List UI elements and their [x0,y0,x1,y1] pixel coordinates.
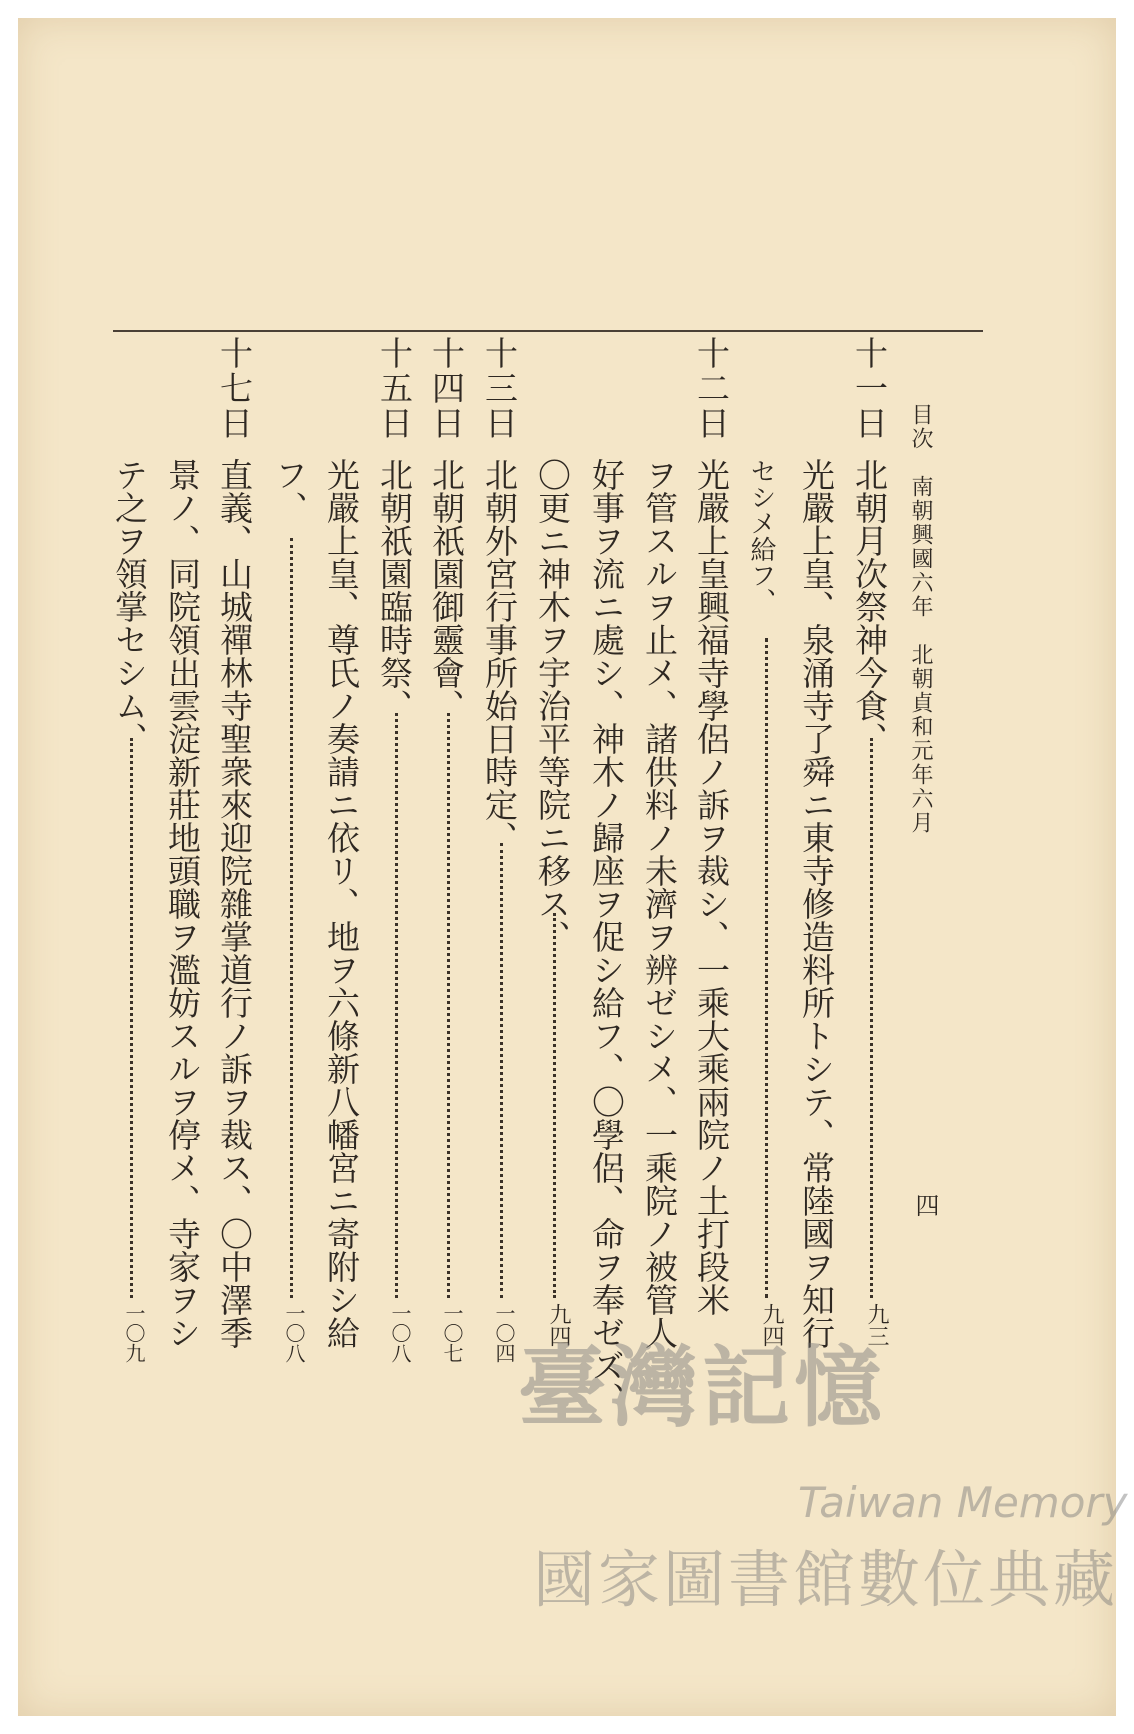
page-ref: 九三 [864,1303,889,1347]
entry-line: ヲ管スルヲ止メ、諸供料ノ未濟ヲ辨ゼシメ、一乘院ノ被管人 [640,458,679,1349]
entry-line: 光嚴上皇、泉涌寺了舜ニ東寺修造料所トシテ、常陸國ヲ知行 [797,458,836,1349]
entry-line: 光嚴上皇興福寺學侶ノ訴ヲ裁シ、一乘大乘兩院ノ土打段米 [692,458,731,1316]
entry-date: 十七日 [215,336,254,441]
entry-date: 十二日 [692,336,731,441]
watermark-title: 臺灣記憶 [518,1336,887,1439]
entry-line: セシメ給フ、 [746,458,776,614]
entry-line: テ之ヲ領掌セシム、 [110,458,149,755]
leader-dots [130,738,133,1298]
leader-dots [765,638,768,1298]
entry-line: 光嚴上皇、尊氏ノ奏請ニ依リ、地ヲ六條新八幡宮ニ寄附シ給 [322,458,361,1349]
page-ref: 九四 [546,1303,571,1347]
watermark-subtitle: Taiwan Memory [798,1478,1128,1527]
page-number: 四 [911,1193,939,1217]
entry-line: 北朝月次祭神今食、 [850,458,889,755]
header-rule [113,330,983,332]
entry-line: フ、 [270,458,309,524]
page-ref: 九四 [759,1303,784,1347]
page-ref: 一〇八 [388,1303,412,1363]
entry-line: 北朝祇園臨時祭、 [375,458,414,722]
entry-date: 十四日 [427,336,466,441]
leader-dots [553,913,556,1298]
entry-line: 景ノ、同院領出雲淀新莊地頭職ヲ濫妨スルヲ停メ、寺家ヲシ [163,458,202,1349]
entry-line: 好事ヲ流ニ處シ、神木ノ歸座ヲ促シ給フ、〇學侶、命ヲ奉ゼズ、 [587,458,626,1415]
entry-line: 北朝外宮行事所始日時定、 [480,458,519,854]
entry-line: 直義、山城禪林寺聖衆來迎院雜掌道行ノ訴ヲ裁ス、〇中澤季 [215,458,254,1349]
entry-line: 北朝祇園御靈會、 [427,458,466,722]
entry-date: 十一日 [850,336,889,441]
page-ref: 一〇八 [282,1303,306,1363]
leader-dots [290,538,293,1298]
page-ref: 一〇七 [440,1303,464,1363]
leader-dots [395,713,398,1298]
leader-dots [870,738,873,1298]
page-ref: 一〇四 [492,1303,516,1363]
leader-dots [500,843,503,1298]
entry-line: 〇更ニ神木ヲ宇治平等院ニ移ス、 [533,458,572,953]
entry-date: 十五日 [375,336,414,441]
watermark-library: 國家圖書館數位典藏 [533,1543,1119,1616]
running-header: 目次 南朝興國六年 北朝貞和元年六月 [908,403,933,835]
entry-date: 十三日 [480,336,519,441]
leader-dots [447,713,450,1298]
page-ref: 一〇九 [122,1303,146,1363]
document-page [18,18,1128,1716]
